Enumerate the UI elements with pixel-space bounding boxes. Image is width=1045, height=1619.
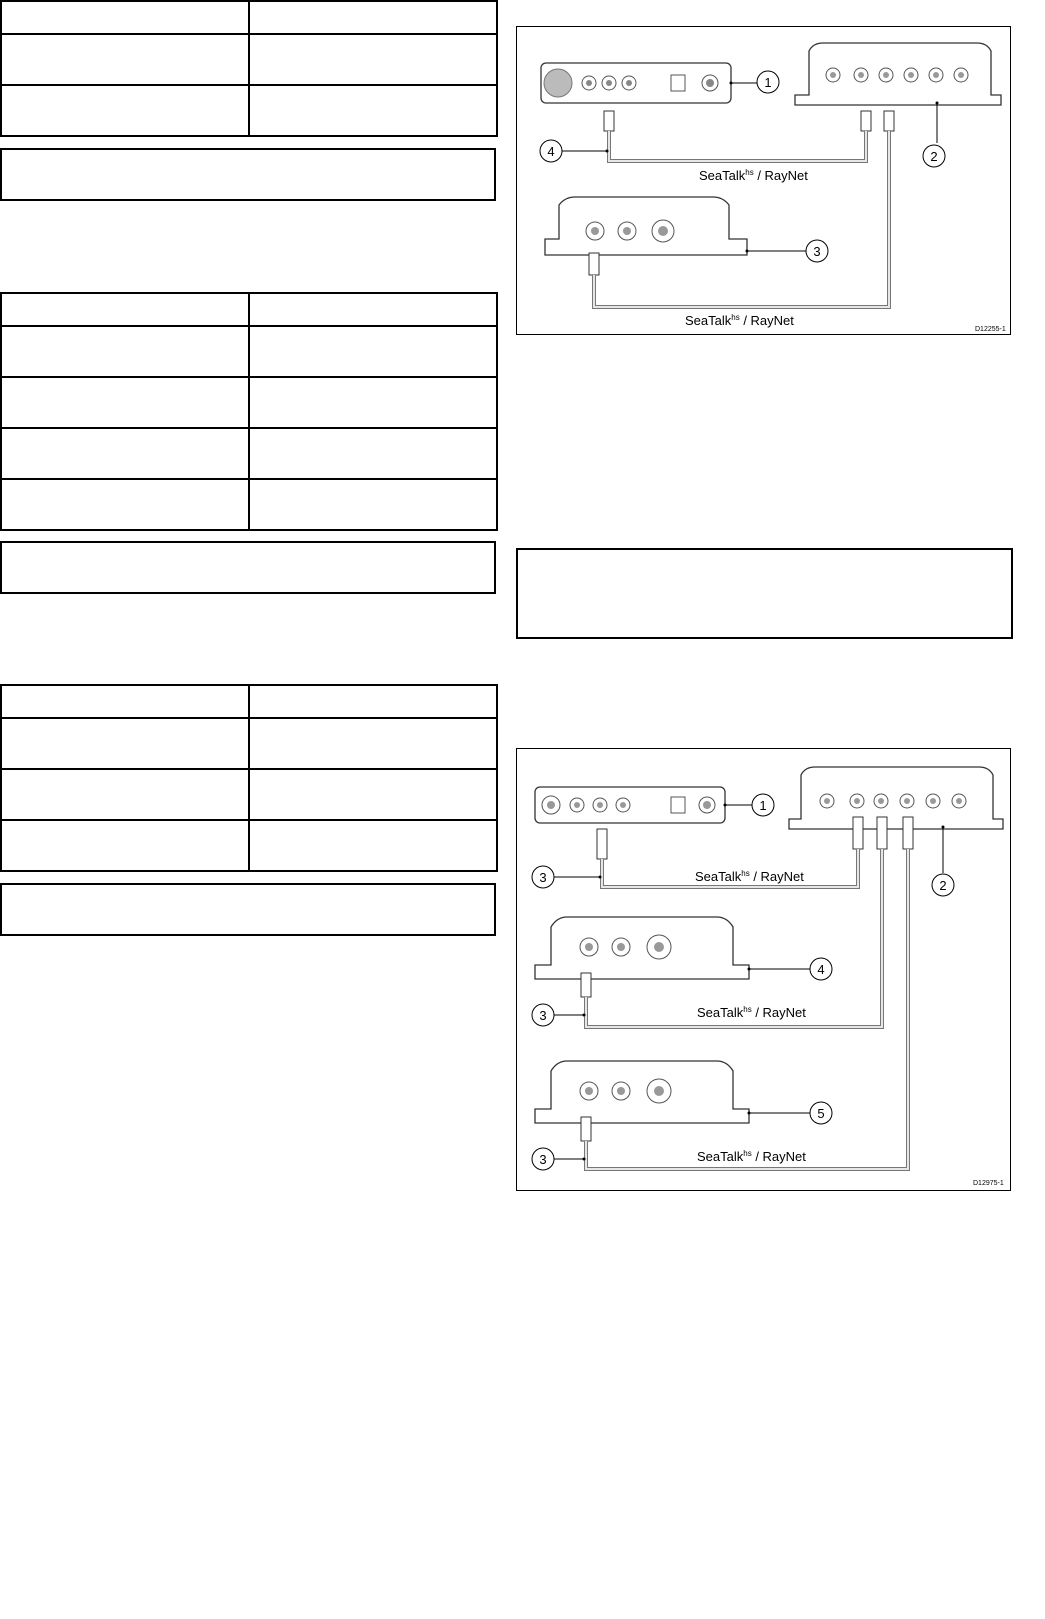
cable-label: SeaTalk$^{hs}$ / RayNet xyxy=(685,313,794,328)
callout-number: 1 xyxy=(764,75,772,90)
callout-number: 2 xyxy=(930,149,938,164)
callout-number: 1 xyxy=(759,798,767,813)
peripheral-unit xyxy=(545,197,747,255)
table-row xyxy=(1,428,497,479)
table-row xyxy=(1,479,497,530)
table-row xyxy=(1,85,497,136)
table-row xyxy=(1,718,497,769)
table-header-row xyxy=(1,1,497,34)
network-switch xyxy=(795,43,1001,105)
table-header-row xyxy=(1,293,497,326)
note-box-3 xyxy=(0,883,496,936)
callout-number: 3 xyxy=(813,244,821,259)
table-3 xyxy=(0,684,498,872)
peripheral-unit xyxy=(535,1061,749,1123)
table-header-row xyxy=(1,685,497,718)
cable-label: SeaTalk$^{hs}$ / RayNet xyxy=(699,168,808,183)
connection-diagram-1 xyxy=(516,26,1011,335)
drawing-code: D12975-1 xyxy=(973,1180,1004,1187)
callout-number: 2 xyxy=(939,878,947,893)
display-rear-panel xyxy=(535,787,725,823)
note-box-4 xyxy=(516,548,1013,639)
note-box-2 xyxy=(0,541,496,594)
table-row xyxy=(1,377,497,428)
callout-number: 3 xyxy=(539,870,547,885)
display-rear-panel xyxy=(541,63,731,103)
note-box-1 xyxy=(0,148,496,201)
callout-number: 4 xyxy=(817,962,825,977)
connection-diagram-2 xyxy=(516,748,1011,1191)
cable-label: SeaTalk$^{hs}$ / RayNet xyxy=(695,869,804,884)
callout-number: 3 xyxy=(539,1152,547,1167)
cable-label: SeaTalk$^{hs}$ / RayNet xyxy=(697,1149,806,1164)
callout-number: 5 xyxy=(817,1106,825,1121)
table-2 xyxy=(0,292,498,531)
callout-number: 4 xyxy=(547,144,555,159)
cable-label: SeaTalk$^{hs}$ / RayNet xyxy=(697,1005,806,1020)
peripheral-unit xyxy=(535,917,749,979)
table-1 xyxy=(0,0,498,137)
drawing-code: D12255-1 xyxy=(975,326,1006,333)
network-switch xyxy=(789,767,1003,829)
callout-number: 3 xyxy=(539,1008,547,1023)
table-row xyxy=(1,34,497,85)
table-row xyxy=(1,820,497,871)
table-row xyxy=(1,326,497,377)
table-row xyxy=(1,769,497,820)
